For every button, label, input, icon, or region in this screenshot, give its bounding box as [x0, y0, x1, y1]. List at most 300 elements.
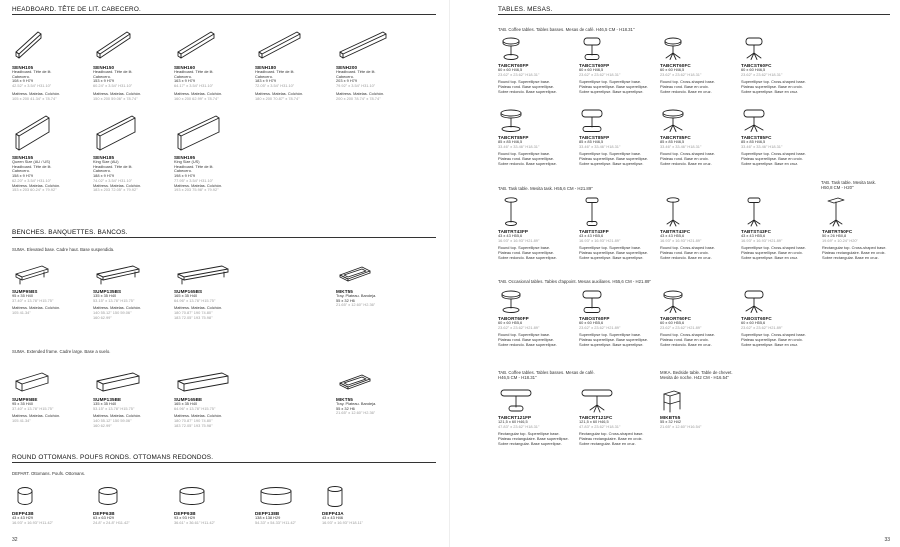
- product-spec-line: Plateau rond. Base superellipse.: [498, 156, 555, 162]
- product-depp138b: [255, 484, 331, 525]
- product-drawing-icon: [579, 388, 655, 414]
- right-page: [450, 0, 900, 547]
- product-spec-line: Plateau superellipse. Base superellipse.: [579, 84, 648, 90]
- suma-extended-subheading: SUMA. Extended frame. Cadre large. Base a suelo.: [12, 349, 111, 354]
- product-spec-line: Sobre redondo. Base superelipse.: [498, 160, 557, 166]
- product-spec-line: Queen Size (AU / US): [12, 159, 51, 164]
- product-spec-line: 62.20" x 3.54" H31.10": [12, 177, 52, 183]
- product-code: SUMP95BS: [12, 289, 38, 294]
- task-sub2-line: H50,8 CM - H20": [821, 185, 854, 191]
- product-code: TABORT60FP: [498, 316, 529, 321]
- product-spec-line: Headboard. Tête de lit.: [12, 163, 52, 169]
- product-drawing-icon: [741, 36, 817, 62]
- product-senh200: [336, 28, 412, 101]
- product-drawing-icon: [579, 289, 655, 315]
- product-spec-line: 60 x 60 H55,6: [498, 320, 523, 325]
- product-drawing-icon: [174, 112, 250, 154]
- product-drawing-icon: [12, 484, 88, 510]
- task-tables-subheading-2: [821, 180, 876, 190]
- product-spec-line: 64.17" x 3.54" H31.10": [174, 83, 214, 89]
- task-sub2-line: TAB. Task table. Mesita task.: [821, 180, 877, 185]
- product-code: TABTRT50FC: [822, 229, 853, 234]
- product-spec-line: 85 x 85 H46,5: [579, 139, 604, 144]
- product-spec-line: 180 x 200 70.87" x 78.74": [255, 95, 300, 101]
- product-spec-line: 163 x 9 H79: [174, 78, 195, 84]
- product-spec-line: 23.62" x 23.62" H21.89": [660, 324, 702, 330]
- product-spec-line: 36.61" x 36.61" H11.42": [174, 519, 216, 525]
- product-spec-line: Sobre superelipse. Base en cruz.: [741, 341, 799, 347]
- product-spec-line: 135 x 35 H40: [93, 401, 117, 406]
- product-spec-line: 85 x 85 H46,5: [741, 139, 766, 144]
- product-drawing-icon: [93, 370, 169, 396]
- product-spec-line: 33.46" x 33.46" H18.31": [660, 143, 702, 149]
- product-code: SENH155: [12, 155, 34, 160]
- product-spec-line: 23.62" x 23.62" H18.31": [579, 71, 621, 77]
- product-mikbt55: [660, 388, 736, 429]
- product-spec-line: Headboard. Tête de lit.: [174, 69, 214, 74]
- product-spec-line: Mattress. Matelas. Colchón.: [12, 90, 61, 96]
- product-depp43a: [322, 484, 398, 525]
- product-code: TABCRT85FC: [660, 135, 691, 140]
- product-spec-line: Mattress. Matelas. Colchón.: [93, 182, 142, 188]
- product-spec-line: 63 x 63 H29: [93, 515, 114, 520]
- product-sump95be: [12, 370, 88, 424]
- coffee-rect-subheading: [498, 370, 595, 380]
- product-sump135bs: [93, 262, 169, 321]
- product-spec-line: 121,5 x 60 H46,5: [579, 419, 609, 424]
- product-spec-line: Plateau superellipse. Base en croix.: [741, 156, 803, 162]
- product-spec-line: 47.83" x 23.62" H18.31": [579, 423, 621, 429]
- product-spec-line: 153 x 203 60.24" x 79.92": [12, 187, 57, 193]
- product-code: TABCST85FC: [741, 135, 772, 140]
- product-spec-line: Mattress. Matelas. Colchón.: [174, 305, 223, 311]
- product-spec-line: Superellipse top. Superellipse base.: [579, 332, 642, 338]
- product-spec-line: Plateau rectangulaire. Base en croix.: [579, 436, 643, 442]
- product-spec-line: Superellipse top. Cross-shaped base.: [741, 79, 806, 85]
- product-senh185: [93, 112, 169, 193]
- product-tabcrt85fp: [498, 108, 574, 167]
- product-code: SENH150: [93, 65, 115, 70]
- product-code: DEPP138B: [255, 511, 280, 516]
- product-spec-line: Mattress. Matelas. Colchón.: [174, 182, 223, 188]
- product-spec-line: 23.62" x 23.62" H21.89": [741, 324, 783, 330]
- product-spec-line: 33.46" x 33.46" H18.31": [579, 143, 621, 149]
- product-spec-line: Plateau rond. Base en croix.: [660, 156, 709, 162]
- product-spec-line: 43 x 43 H29: [12, 515, 33, 520]
- product-drawing-icon: [12, 112, 88, 154]
- product-drawing-icon: [660, 36, 736, 62]
- product-spec-line: 23.62" x 23.62" H18.31": [741, 71, 783, 77]
- product-spec-line: 108 x 9 H79: [12, 78, 33, 84]
- product-drawing-icon: [93, 484, 169, 510]
- product-tabost60fc: [741, 289, 817, 348]
- product-senh105: [12, 28, 88, 101]
- product-spec-line: Cabecero.: [336, 73, 354, 79]
- product-spec-line: 105 41.34": [12, 310, 31, 316]
- product-spec-line: 95 x 35 H40: [12, 293, 33, 298]
- product-spec-line: Cabecero.: [93, 168, 111, 174]
- product-spec-line: 16.93" x 16.93" H11.42": [12, 519, 54, 525]
- product-spec-line: Cabecero.: [93, 73, 111, 79]
- product-spec-line: Plateau superellipse. Base superellipse.: [579, 337, 648, 343]
- product-mikt55: [336, 262, 412, 308]
- product-spec-line: Round top. Superellipse base.: [498, 151, 551, 157]
- product-drawing-icon: [93, 112, 169, 154]
- product-code: MIKBT55: [660, 415, 681, 420]
- product-spec-line: 200 x 200 78.74" x 78.74": [336, 95, 381, 101]
- product-spec-line: Plateau superellipse. Base superellipse.: [579, 156, 648, 162]
- product-code: TABTRT43FP: [498, 229, 529, 234]
- product-drawing-icon: [660, 108, 736, 134]
- product-code: SUMP95BE: [12, 397, 38, 402]
- product-spec-line: 160 x 200 62.99" x 78.74": [174, 95, 219, 101]
- section-heading-headboards: HEADBOARD. TÊTE DE LIT. CABECERO.: [12, 6, 436, 15]
- product-spec-line: 74.02" x 3.54" H31.10": [93, 177, 133, 183]
- depart-subheading: DEPART. Ottomans. Poufs. Ottomans.: [12, 471, 86, 476]
- product-drawing-icon: [498, 108, 574, 134]
- product-spec-line: Rectangular top. Cross-shaped base.: [579, 431, 644, 437]
- product-code: DEPP43B: [12, 511, 34, 516]
- product-spec-line: King Size (AU): [93, 159, 119, 164]
- product-sump165be: [174, 370, 250, 429]
- product-spec-line: Round top. Superellipse base.: [498, 245, 551, 251]
- product-drawing-icon: [12, 370, 88, 396]
- product-spec-line: Plateau superellipse. Base en croix.: [741, 84, 803, 90]
- product-code: TABTST43FP: [579, 229, 609, 234]
- product-spec-line: Sobre redondo. Base en cruz.: [660, 160, 712, 166]
- product-drawing-icon: [660, 289, 736, 315]
- product-spec-line: 85 x 85 H46,5: [498, 139, 523, 144]
- product-spec-line: 153 x 9 H79: [93, 78, 114, 84]
- product-spec-line: 188 x 9 H79: [93, 173, 114, 179]
- product-spec-line: Headboard. Tête de lit.: [336, 69, 376, 74]
- product-spec-line: 43 x 43 H55,6: [498, 233, 523, 238]
- product-spec-line: Plateau superellipse. Base en croix.: [741, 250, 803, 256]
- product-spec-line: Sobre redondo. Base en cruz.: [660, 254, 712, 260]
- product-spec-line: Round top. Cross-shaped base.: [660, 332, 715, 338]
- product-spec-line: 43 x 43 H46: [322, 515, 343, 520]
- product-spec-line: 37.40" x 13.78" H15.75": [12, 297, 54, 303]
- product-spec-line: Mattress. Matelas. Colchón.: [12, 182, 61, 188]
- product-spec-line: 160 62.99": [93, 314, 112, 320]
- product-drawing-icon: [336, 28, 412, 64]
- product-spec-line: 158 x 9 H79: [12, 173, 33, 179]
- product-spec-line: 183 x 203 72.05" x 79.92": [93, 187, 138, 193]
- product-spec-line: 121,5 x 60 H46,5: [498, 419, 528, 424]
- product-spec-line: 55 x 32 H6: [336, 297, 355, 303]
- product-drawing-icon: [93, 262, 169, 288]
- product-code: DEPP63B: [93, 511, 115, 516]
- product-spec-line: 105 41.34": [12, 418, 31, 424]
- product-tabort60fc: [660, 289, 736, 348]
- product-drawing-icon: [822, 196, 898, 228]
- product-spec-line: Superellipse top. Superellipse base.: [579, 245, 642, 251]
- product-senh150: [93, 28, 169, 101]
- product-senh195: [174, 112, 250, 193]
- product-spec-line: Sobre superelipse. Base en cruz.: [741, 254, 799, 260]
- product-code: TABCRT121FC: [579, 415, 613, 420]
- product-code: TABCRT85FP: [498, 135, 529, 140]
- product-spec-line: 135 x 35 H40: [93, 293, 117, 298]
- product-spec-line: Superellipse top. Cross-shaped base.: [741, 151, 806, 157]
- product-drawing-icon: [498, 36, 574, 62]
- product-drawing-icon: [498, 388, 574, 414]
- product-tabort60fp: [498, 289, 574, 348]
- product-drawing-icon: [579, 36, 655, 62]
- product-tabcrt60fp: [498, 36, 574, 95]
- product-spec-line: Mattress. Matelas. Colchón.: [336, 90, 385, 96]
- product-spec-line: 23.62" x 23.62" H18.31": [660, 71, 702, 77]
- product-spec-line: 60 x 60 H46,5: [498, 67, 523, 72]
- product-spec-line: Sobre superelipse. Base en cruz.: [741, 88, 799, 94]
- product-drawing-icon: [741, 196, 817, 228]
- product-spec-line: 198 x 9 H79: [174, 173, 195, 179]
- product-tabtrt43fp: [498, 196, 574, 261]
- product-spec-line: 60 x 60 H46,5: [741, 67, 766, 72]
- product-spec-line: Headboard. Tête de lit.: [255, 69, 295, 74]
- product-spec-line: 55 x 32 H6: [336, 405, 355, 411]
- product-spec-line: Mattress. Matelas. Colchón.: [12, 305, 61, 311]
- product-drawing-icon: [741, 289, 817, 315]
- product-spec-line: 53.15" x 13.78" H15.75": [93, 297, 135, 303]
- product-spec-line: 138 x 138 H29: [255, 515, 281, 520]
- suma-elevated-subheading: SUMA. Elevated base. Cadre haut. Base suspendida.: [12, 247, 115, 252]
- product-spec-line: Mattress. Matelas. Colchón.: [93, 90, 142, 96]
- product-spec-line: Cabecero.: [174, 73, 192, 79]
- product-tabtst43fp: [579, 196, 655, 261]
- product-drawing-icon: [12, 262, 88, 288]
- product-drawing-icon: [255, 484, 331, 510]
- product-tabcst85fp: [579, 108, 655, 167]
- product-drawing-icon: [12, 28, 88, 64]
- product-sump95bs: [12, 262, 88, 316]
- product-sump135be: [93, 370, 169, 429]
- product-drawing-icon: [174, 262, 250, 288]
- product-spec-line: Mattress. Matelas. Colchón.: [93, 305, 142, 311]
- product-code: MIKT55: [336, 289, 353, 294]
- product-spec-line: Plateau superellipse. Base en croix.: [741, 337, 803, 343]
- product-spec-line: Plateau rond. Base superellipse.: [498, 84, 555, 90]
- product-spec-line: 203 x 9 H79: [336, 78, 357, 84]
- product-spec-line: Superellipse top. Cross-shaped base.: [741, 245, 806, 251]
- product-spec-line: 150 x 200 59.06" x 78.74": [93, 95, 138, 101]
- product-tabcrt85fc: [660, 108, 736, 167]
- product-spec-line: 105 x 200 41.34" x 78.74": [12, 95, 57, 101]
- product-spec-line: Sobre redondo. Base en cruz.: [660, 88, 712, 94]
- product-tabtrt50fc: [822, 196, 898, 261]
- product-spec-line: 16.93" x 16.93" H21.89": [660, 237, 702, 243]
- product-code: SENH105: [12, 65, 34, 70]
- product-spec-line: 140 55.12" 150 59.06": [93, 418, 132, 424]
- task-tables-subheading: TAB. Task table. Mesita task. H55,6 CM - H21.89": [498, 186, 593, 191]
- product-spec-line: Plateau rectangulaire. Base en croix.: [822, 250, 886, 256]
- product-drawing-icon: [579, 108, 655, 134]
- product-spec-line: 93 x 93 H29: [174, 515, 195, 520]
- product-spec-line: Mattress. Matelas. Colchón.: [174, 413, 223, 419]
- mika-sub-line: MIKA. Bedside table. Table de chevet.: [660, 370, 733, 375]
- product-spec-line: 60 x 60 H55,6: [660, 320, 685, 325]
- product-spec-line: 183 x 9 H79: [255, 78, 276, 84]
- product-spec-line: Headboard. Tête de lit.: [93, 69, 133, 74]
- product-spec-line: Cabecero.: [12, 168, 30, 174]
- product-spec-line: Plateau superellipse. Base superellipse.: [579, 250, 648, 256]
- section-heading-ottomans: ROUND OTTOMANS. POUFS RONDS. OTTOMANS REDONDOS.: [12, 454, 436, 463]
- product-drawing-icon: [498, 196, 574, 228]
- product-code: SUMP135BS: [93, 289, 122, 294]
- product-tabcst60fc: [741, 36, 817, 95]
- product-spec-line: 21.65" x 12.60" H2.36": [336, 302, 376, 308]
- product-code: TABTST43FC: [741, 229, 772, 234]
- product-spec-line: 160 62.99": [93, 422, 112, 428]
- product-spec-line: 23.62" x 23.62" H18.31": [498, 71, 540, 77]
- product-spec-line: 21.65" x 12.60" H2.36": [336, 410, 376, 416]
- product-code: SUMP135BE: [93, 397, 122, 402]
- product-tabcst60fp: [579, 36, 655, 95]
- product-drawing-icon: [174, 28, 250, 64]
- product-code: SENH195: [174, 155, 196, 160]
- product-spec-line: Cabecero.: [255, 73, 273, 79]
- product-spec-line: Sobre redondo. Base superelipse.: [498, 254, 557, 260]
- product-tabcrt121fc: [579, 388, 655, 447]
- product-code: SUMP165BS: [174, 289, 203, 294]
- product-code: MIKT55: [336, 397, 353, 402]
- product-spec-line: Plateau rond. Base en croix.: [660, 84, 709, 90]
- product-depp63b: [93, 484, 169, 525]
- product-spec-line: 23.62" x 23.62" H21.89": [498, 324, 540, 330]
- product-spec-line: Round top. Superellipse base.: [498, 332, 551, 338]
- product-spec-line: Plateau rond. Base en croix.: [660, 250, 709, 256]
- product-spec-line: 183 72.05" 193 75.98": [174, 422, 213, 428]
- product-spec-line: Superellipse top. Superellipse base.: [579, 151, 642, 157]
- product-spec-line: 47.83" x 23.62" H18.31": [498, 423, 540, 429]
- product-spec-line: 23.62" x 23.62" H21.89": [579, 324, 621, 330]
- product-spec-line: 193 x 203 75.98" x 79.92": [174, 187, 219, 193]
- product-depp43b: [12, 484, 88, 525]
- product-spec-line: King Size (US): [174, 159, 200, 164]
- product-spec-line: Sobre superelipse. Base en cruz.: [741, 160, 799, 166]
- product-spec-line: Plateau rond. Base en croix.: [660, 337, 709, 343]
- product-spec-line: Sobre superelipse. Base superelipse.: [579, 160, 644, 166]
- product-drawing-icon: [660, 196, 736, 228]
- product-spec-line: Headboard. Tête de lit.: [12, 69, 52, 74]
- product-code: TABCST60FC: [741, 63, 772, 68]
- product-spec-line: 53.15" x 13.78" H15.75": [93, 405, 135, 411]
- product-spec-line: 19.69" x 10.24" H20": [822, 237, 858, 243]
- product-spec-line: Mattress. Matelas. Colchón.: [93, 413, 142, 419]
- bedside-table-icon: [660, 388, 736, 414]
- product-spec-line: 165 x 35 H40: [174, 293, 198, 298]
- product-depp93b: [174, 484, 250, 525]
- product-spec-line: 60 x 60 H46,5: [660, 67, 685, 72]
- product-code: TABORT60FC: [660, 316, 692, 321]
- product-spec-line: Round top. Cross-shaped base.: [660, 245, 715, 251]
- product-code: TABOST60FC: [741, 316, 772, 321]
- product-spec-line: Sobre rectangular. Base en cruz.: [822, 254, 879, 260]
- product-spec-line: 16.93" x 16.93" H21.89": [741, 237, 783, 243]
- product-drawing-icon: [174, 370, 250, 396]
- product-spec-line: 165 x 35 H40: [174, 401, 198, 406]
- product-code: DEPP43A: [322, 511, 344, 516]
- product-senh155: [12, 112, 88, 193]
- product-code: TABCST60FP: [579, 63, 610, 68]
- product-spec-line: Sobre redondo. Base superelipse.: [498, 341, 557, 347]
- product-tabost60fp: [579, 289, 655, 348]
- product-spec-line: Plateau rond. Base superellipse.: [498, 337, 555, 343]
- product-senh160: [174, 28, 250, 101]
- product-spec-line: 54.33" x 54.33" H11.42": [255, 519, 297, 525]
- product-spec-line: 180 70.87" 190 74.80": [174, 418, 213, 424]
- product-spec-line: 50 x 26 H50,8: [822, 233, 847, 238]
- product-code: TABCRT121FP: [498, 415, 532, 420]
- product-spec-line: 60 x 60 H55,6: [741, 320, 766, 325]
- coffee-tables-subheading: TAB. Coffee tables. Tables basses. Mesas de café. H46,5 CM - H18.31": [498, 27, 635, 32]
- product-spec-line: 64.96" x 13.78" H15.75": [174, 297, 216, 303]
- product-code: SUMP165BE: [174, 397, 203, 402]
- product-spec-line: Headboard. Tête de lit.: [93, 163, 133, 169]
- product-senh180: [255, 28, 331, 101]
- product-spec-line: Sobre superelipse. Base superelipse.: [579, 254, 644, 260]
- product-tabcrt60fc: [660, 36, 736, 95]
- product-spec-line: Round top. Superellipse base.: [498, 79, 551, 85]
- product-spec-line: 60 x 60 H55,6: [579, 320, 604, 325]
- product-spec-line: 95 x 35 H40: [12, 401, 33, 406]
- product-spec-line: Plateau rond. Base superellipse.: [498, 250, 555, 256]
- product-spec-line: Mattress. Matelas. Colchón.: [255, 90, 304, 96]
- product-spec-line: 183 72.05" 193 75.98": [174, 314, 213, 320]
- product-spec-line: Tray. Plateau. Bandeja.: [336, 293, 377, 298]
- product-code: TABCRT60FC: [660, 63, 691, 68]
- product-spec-line: Tray. Plateau. Bandeja.: [336, 401, 377, 406]
- product-spec-line: 85 x 85 H46,5: [660, 139, 685, 144]
- product-spec-line: 77.95" x 3.54" H31.10": [174, 177, 214, 183]
- product-spec-line: Mattress. Matelas. Colchón.: [12, 413, 61, 419]
- product-tabcst85fc: [741, 108, 817, 167]
- product-spec-line: Sobre redondo. Base superelipse.: [498, 88, 557, 94]
- product-code: TABTRT43FC: [660, 229, 691, 234]
- product-code: SENH185: [93, 155, 115, 160]
- product-code: DEPP93B: [174, 511, 196, 516]
- product-spec-line: Mattress. Matelas. Colchón.: [174, 90, 223, 96]
- occasional-tables-subheading: TAB. Occasional tables. Tables d'appoint. Mesas auxiliares. H55,6 CM - H21.89": [498, 279, 651, 284]
- product-spec-line: Round top. Cross-shaped base.: [660, 151, 715, 157]
- product-spec-line: 180 70.87" 190 74.80": [174, 310, 213, 316]
- product-drawing-icon: [336, 370, 412, 396]
- product-spec-line: 43 x 43 H55,6: [741, 233, 766, 238]
- product-drawing-icon: [336, 262, 412, 288]
- product-spec-line: 64.96" x 13.78" H15.75": [174, 405, 216, 411]
- product-spec-line: 43 x 43 H55,6: [579, 233, 604, 238]
- product-spec-line: 55 x 32 H42: [660, 419, 681, 424]
- product-drawing-icon: [255, 28, 331, 64]
- product-spec-line: Rectangular top. Cross-shaped base.: [822, 245, 887, 251]
- product-tabcrt121fp: [498, 388, 574, 447]
- product-drawing-icon: [322, 484, 398, 510]
- product-spec-line: 140 55.12" 150 59.06": [93, 310, 132, 316]
- product-spec-line: Sobre redondo. Base en cruz.: [660, 341, 712, 347]
- product-spec-line: 16.93" x 16.93" H18.11": [322, 519, 364, 525]
- product-spec-line: Sobre superelipse. Base superelipse.: [579, 88, 644, 94]
- product-spec-line: 42.52" x 3.54" H31.10": [12, 83, 52, 89]
- product-spec-line: Headboard. Tête de lit.: [174, 163, 214, 169]
- product-code: SENH180: [255, 65, 277, 70]
- product-spec-line: 60 x 60 H46,5: [579, 67, 604, 72]
- section-heading-tables: TABLES. MESAS.: [498, 6, 890, 15]
- product-spec-line: 21.65" x 12.60" H16.54": [660, 423, 702, 429]
- product-spec-line: 33.46" x 33.46" H18.31": [741, 143, 783, 149]
- product-spec-line: 37.40" x 13.78" H15.75": [12, 405, 54, 411]
- product-spec-line: 79.92" x 3.54" H31.10": [336, 83, 376, 89]
- product-spec-line: Rectangular top. Superellipse base.: [498, 431, 560, 437]
